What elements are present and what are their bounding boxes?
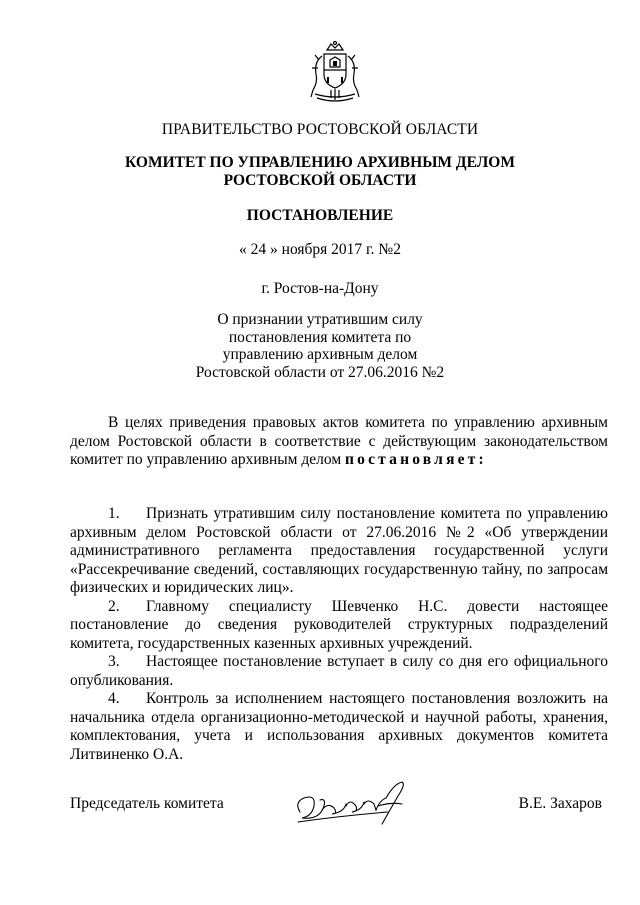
signer-position: Председатель комитета: [70, 795, 224, 812]
committee-name-line1: КОМИТЕТ ПО УПРАВЛЕНИЮ АРХИВНЫМ ДЕЛОМ: [125, 154, 515, 171]
decree-item: [70, 505, 608, 598]
decree-item: [70, 690, 608, 764]
signature-row: [70, 795, 608, 815]
item-text: Настоящее постановление вступает в силу со дня его официального опубликования.: [70, 653, 608, 689]
preamble-paragraph: [70, 414, 608, 470]
item-number: 2.: [108, 597, 120, 615]
preamble-text: В целях приведения правовых актов комитета по управлению архивным делом Ростовской области в соответствие с действующим законодательством комитет по управлению архивным делом: [70, 414, 608, 468]
subject-line4: Ростовской области от 27.06.2016 №2: [195, 363, 445, 381]
item-number: 4.: [108, 690, 120, 707]
decree-item: [70, 653, 608, 690]
signer-name: В.Е. Захаров: [518, 795, 602, 812]
item-text: Признать утратившим силу постановление комитета по управлению архивным делом Ростовской области от 27.06.2016 №2 «Об утверждении административного регламента предоставления государственной услуги «Рассекречивание сведений, составляющих государственную тайну, по запросам физических и юридических лиц».: [70, 505, 608, 596]
government-name: ПРАВИТЕЛЬСТВО РОСТОВСКОЙ ОБЛАСТИ: [161, 121, 479, 138]
resolves-word: постановляет:: [345, 451, 487, 468]
coat-of-arms-icon: [307, 40, 363, 106]
item-number: 1.: [108, 505, 120, 522]
subject-line3: управлению архивным делом: [222, 346, 418, 363]
subject-line1: О признании утратившим силу: [217, 311, 423, 328]
document-subject: [0, 311, 640, 381]
item-number: 3.: [108, 653, 120, 670]
committee-name: [0, 154, 640, 190]
committee-name-line2: РОСТОВСКОЙ ОБЛАСТИ: [223, 172, 417, 189]
document-date: « 24 » ноября 2017 г. №2: [239, 241, 401, 258]
item-text: Контроль за исполнением настоящего постановления возложить на начальника отдела организационно-методической и научной работы, хранения, комплектования, учета и использования архивных документов комитета Литвиненко О.А.: [70, 690, 608, 763]
subject-line2: постановления комитета по: [228, 328, 412, 346]
decree-items: [70, 505, 608, 764]
document-type: ПОСТАНОВЛЕНИЕ: [246, 207, 394, 224]
item-text: Главному специалисту Шевченко Н.С. довести настоящее постановление до сведения руководителей структурных подразделений комитета, государственных казенных архивных учреждений.: [70, 597, 608, 652]
decree-item: [70, 598, 608, 654]
document-city: г. Ростов-на-Дону: [261, 280, 379, 297]
